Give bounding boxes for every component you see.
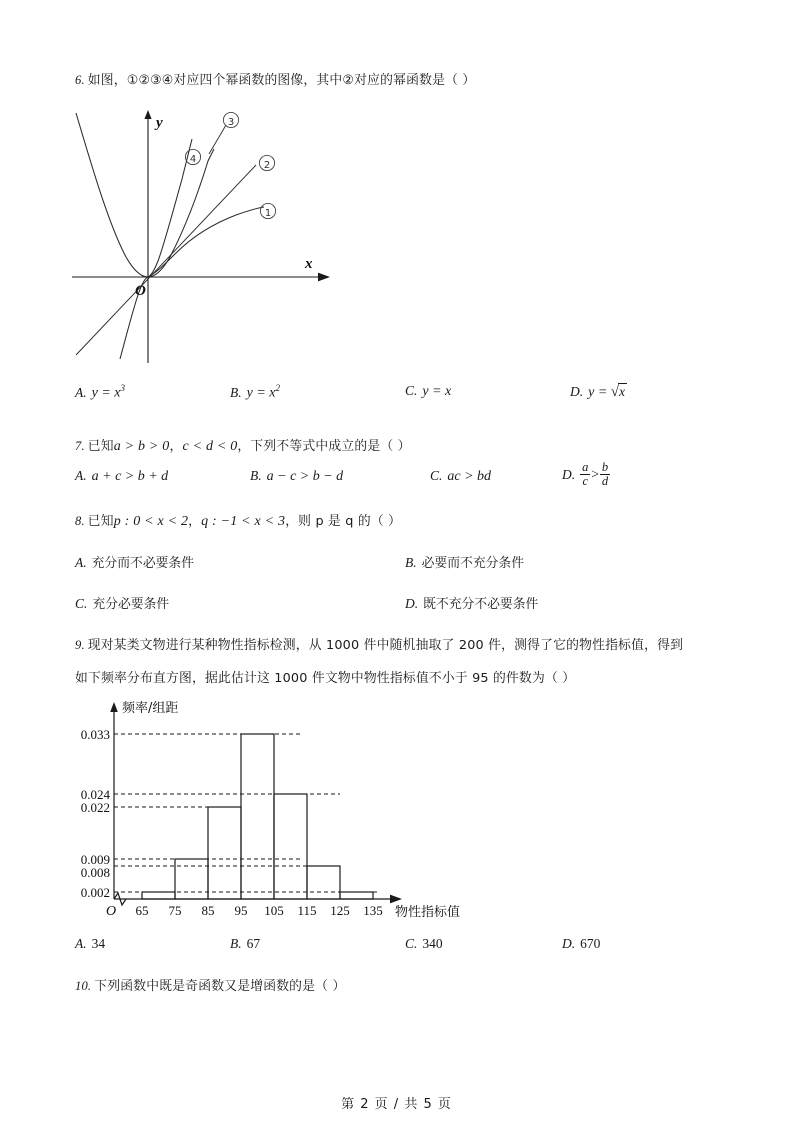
question-7-tail: ，下列不等式中成立的是（ ） (237, 439, 411, 454)
option-7-C-label: C. (430, 468, 443, 483)
histogram-bar-85-95 (208, 807, 241, 899)
option-8-C-text: 充分必要条件 (92, 597, 170, 612)
question-8-stem (75, 511, 401, 532)
curve-label-1 (260, 203, 275, 219)
curve-label-3-text: 3 (227, 117, 235, 128)
question-8-tail: ，则 p 是 q 的（ ） (285, 514, 402, 529)
question-8-p: p : 0 < x < 2 (113, 514, 189, 529)
curve-label-2-text: 2 (263, 160, 271, 171)
option-7-A-expr: a + c > b + d (91, 469, 169, 484)
option-7-D[interactable] (562, 462, 610, 489)
question-8-q: q : −1 < x < 3 (201, 514, 286, 529)
option-7-B-label: B. (250, 468, 262, 483)
y-tick-label-1: 0.024 (80, 787, 110, 802)
option-6-B-exponent: 2 (275, 383, 280, 393)
question-8-number: 8. (75, 514, 85, 528)
histogram-bar-105-115 (274, 794, 307, 899)
question-10-stem (75, 976, 345, 997)
option-9-B-text: 67 (246, 936, 261, 951)
x-tick-label-115: 115 (297, 903, 317, 918)
curve-label-2 (259, 155, 274, 171)
option-8-D[interactable] (405, 593, 538, 612)
option-8-C[interactable] (75, 593, 169, 612)
histogram-y-axis-arrow (110, 702, 118, 712)
option-9-C-label: C. (405, 936, 418, 951)
curve-label-1-text: 1 (264, 208, 272, 219)
option-9-B[interactable] (230, 936, 260, 952)
greater-than-sign: > (590, 467, 600, 483)
y-tick-label-4: 0.008 (80, 865, 110, 880)
question-6-text: 如图，①②③④对应四个幂函数的图像，其中②对应的幂函数是（ ） (87, 73, 476, 88)
histogram-x-axis-title: 物性指标值 (395, 905, 461, 920)
x-tick-label-125: 125 (330, 903, 350, 918)
histogram-svg (62, 694, 482, 926)
frequency-histogram-figure (62, 694, 482, 926)
option-9-A-text: 34 (91, 936, 106, 951)
x-tick-label-75: 75 (168, 903, 182, 918)
curve-parabola (76, 113, 214, 277)
option-8-A[interactable] (75, 552, 194, 571)
option-6-B-label: B. (230, 384, 242, 400)
x-tick-label-135: 135 (363, 903, 383, 918)
histogram-bar-65-75 (142, 892, 175, 899)
option-6-D-expr: y = (588, 385, 611, 400)
power-function-svg (60, 105, 360, 367)
question-8-lead: 已知 (87, 514, 114, 529)
x-tick-label-105: 105 (264, 903, 284, 918)
option-7-B[interactable] (250, 468, 343, 485)
option-6-A-label: A. (75, 384, 87, 400)
page-footer: 第 2 页 / 共 5 页 (341, 1097, 452, 1112)
origin-label: O (135, 283, 146, 299)
option-6-A-expr: y = x (91, 385, 121, 401)
histogram-bar-115-125 (307, 866, 340, 899)
option-9-C[interactable] (405, 936, 443, 952)
option-8-C-label: C. (75, 596, 88, 611)
option-8-B-label: B. (405, 555, 417, 570)
question-9-stem-line1 (75, 635, 683, 656)
option-9-D[interactable] (562, 936, 600, 952)
x-tick-label-85: 85 (201, 903, 215, 918)
option-9-A[interactable] (75, 936, 105, 952)
option-6-B[interactable] (230, 383, 280, 402)
question-7-lead: 已知 (87, 439, 114, 454)
option-7-D-label: D. (562, 466, 576, 482)
option-7-B-expr: a − c > b − d (266, 469, 344, 484)
histogram-origin-label: O (106, 904, 117, 919)
histogram-x-axis-arrow (390, 895, 402, 904)
option-7-A-label: A. (75, 468, 87, 483)
y-tick-label-3: 0.009 (80, 852, 110, 867)
y-axis-arrow (144, 110, 151, 119)
option-9-D-label: D. (562, 936, 576, 951)
option-6-D[interactable] (570, 383, 627, 401)
option-7-C-expr: ac > bd (447, 469, 492, 484)
fraction-b-over-d: $\frac{b}{d}$ (601, 460, 609, 489)
option-8-A-text: 充分而不必要条件 (91, 556, 194, 571)
option-8-D-text: 既不充分不必要条件 (423, 597, 539, 612)
y-tick-label-5: 0.002 (80, 885, 110, 900)
question-10-text: 下列函数中既是奇函数又是增函数的是（ ） (94, 979, 346, 994)
question-7-comma: ， (169, 439, 183, 454)
option-8-D-label: D. (405, 596, 419, 611)
question-7-number: 7. (75, 439, 85, 453)
question-7-cond1: a > b > 0 (113, 439, 170, 454)
option-6-A[interactable] (75, 383, 125, 402)
question-7-cond2: c < d < 0 (182, 439, 238, 454)
histogram-y-axis-title: 频率/组距 (122, 701, 179, 716)
x-axis-label: x (305, 256, 313, 272)
option-9-A-label: A. (75, 936, 87, 951)
option-8-A-label: A. (75, 555, 87, 570)
option-7-A[interactable] (75, 468, 168, 485)
x-axis-arrow (318, 273, 330, 282)
question-8-comma: ， (188, 514, 202, 529)
option-8-B-text: 必要而不充分条件 (421, 556, 524, 571)
y-axis-label: y (156, 115, 163, 131)
y-tick-label-2: 0.022 (80, 800, 110, 815)
histogram-bar-95-105 (241, 734, 274, 899)
radical-icon: √ (610, 384, 620, 400)
option-9-B-label: B. (230, 936, 242, 951)
question-7-stem (75, 436, 411, 457)
option-8-B[interactable] (405, 552, 524, 571)
x-tick-label-65: 65 (135, 903, 149, 918)
option-9-D-text: 670 (580, 936, 601, 951)
histogram-bar-125-135 (340, 892, 373, 899)
option-6-D-radicand: x (619, 384, 626, 399)
fraction-a-over-c: $\frac{a}{c}$ (582, 460, 589, 489)
option-6-D-label: D. (570, 384, 584, 399)
option-6-B-expr: y = x (246, 385, 276, 401)
option-9-C-text: 340 (422, 936, 443, 951)
curve-linear (76, 165, 256, 355)
histogram-bar-75-85 (175, 859, 208, 899)
option-6-C[interactable] (405, 383, 451, 400)
option-7-C[interactable] (430, 468, 491, 485)
option-6-C-label: C. (405, 383, 418, 398)
curve-label-4-text: 4 (189, 154, 197, 165)
question-6-number: 6. (75, 73, 85, 87)
curve-label-3 (223, 112, 238, 128)
question-9-line1: 现对某类文物进行某种物性指标检测，从 1000 件中随机抽取了 200 件，测得了它的物性指标值，得到 (87, 638, 684, 653)
leader-line-3 (209, 125, 226, 154)
curve-cubic (120, 139, 192, 359)
question-6-stem (75, 70, 475, 91)
question-10-number: 10. (75, 979, 92, 993)
question-9-number: 9. (75, 638, 85, 652)
option-6-C-expr: y = x (422, 384, 452, 399)
power-function-figure (60, 105, 360, 367)
question-9-stem-line2 (75, 668, 575, 689)
x-tick-label-95: 95 (234, 903, 248, 918)
y-tick-label-0: 0.033 (80, 727, 110, 742)
question-9-line2: 如下频率分布直方图，据此估计这 1000 件文物中物性指标值不小于 95 的件数为（ ） (75, 671, 576, 686)
option-6-A-exponent: 3 (120, 383, 125, 393)
